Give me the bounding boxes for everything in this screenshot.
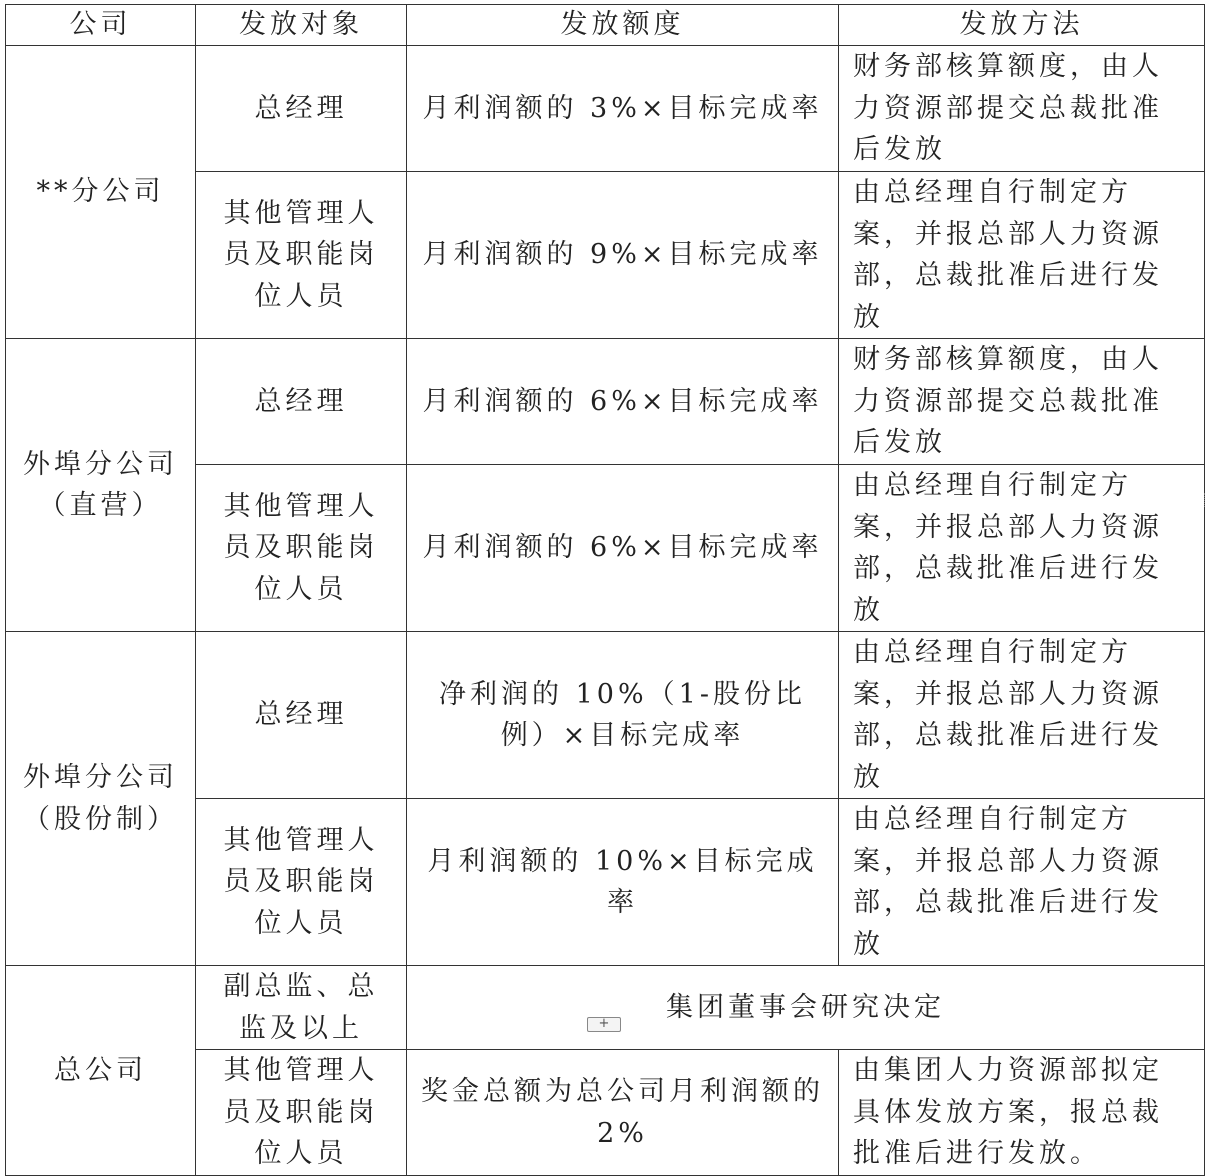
amount-cell: 月利润额的 3%×目标完成率 xyxy=(407,46,839,172)
method-cell: 由总经理自行制定方案，并报总部人力资源部，总裁批准后进行发放 xyxy=(839,632,1205,799)
company-cell: 总公司 xyxy=(6,966,196,1176)
method-cell: 财务部核算额度，由人力资源部提交总裁批准后发放 xyxy=(839,46,1205,172)
table-expand-button[interactable]: + xyxy=(587,1017,621,1032)
method-cell: 由总经理自行制定方案，并报总部人力资源部，总裁批准后进行发放 xyxy=(839,172,1205,339)
header-company: 公司 xyxy=(6,5,196,46)
table-row xyxy=(6,46,1205,172)
target-cell: 总经理 xyxy=(196,339,407,465)
header-method: 发放方法 xyxy=(839,5,1205,46)
merged-decision-cell: 集团董事会研究决定 xyxy=(407,966,1205,1050)
method-cell: 由总经理自行制定方案，并报总部人力资源部，总裁批准后进行发放 xyxy=(839,465,1205,632)
amount-cell: 月利润额的 9%×目标完成率 xyxy=(407,172,839,339)
target-cell: 总经理 xyxy=(196,632,407,799)
target-cell: 副总监、总监及以上 xyxy=(196,966,407,1050)
amount-cell: 月利润额的 6%×目标完成率 xyxy=(407,339,839,465)
amount-cell: 奖金总额为总公司月利润额的 2% xyxy=(407,1050,839,1176)
header-amount: 发放额度 xyxy=(407,5,839,46)
target-cell: 总经理 xyxy=(196,46,407,172)
amount-cell: 月利润额的 6%×目标完成率 xyxy=(407,465,839,632)
header-row xyxy=(6,5,1205,46)
table-row xyxy=(6,632,1205,799)
header-target: 发放对象 xyxy=(196,5,407,46)
amount-cell: 净利润的 10%（1-股份比例）×目标完成率 xyxy=(407,632,839,799)
company-cell: 外埠分公司（直营） xyxy=(6,339,196,632)
target-cell: 其他管理人员及职能岗位人员 xyxy=(196,1050,407,1176)
target-cell: 其他管理人员及职能岗位人员 xyxy=(196,172,407,339)
table-row xyxy=(6,966,1205,1050)
target-cell: 其他管理人员及职能岗位人员 xyxy=(196,465,407,632)
column-resize-handle[interactable] xyxy=(1204,493,1211,507)
method-cell: 财务部核算额度，由人力资源部提交总裁批准后发放 xyxy=(839,339,1205,465)
company-cell: **分公司 xyxy=(6,46,196,339)
table-row xyxy=(6,339,1205,465)
amount-cell: 月利润额的 10%×目标完成率 xyxy=(407,799,839,966)
bonus-table xyxy=(5,4,1205,1176)
method-cell: 由集团人力资源部拟定具体发放方案，报总裁批准后进行发放。 xyxy=(839,1050,1205,1176)
target-cell: 其他管理人员及职能岗位人员 xyxy=(196,799,407,966)
method-cell: 由总经理自行制定方案，并报总部人力资源部，总裁批准后进行发放 xyxy=(839,799,1205,966)
company-cell: 外埠分公司（股份制） xyxy=(6,632,196,966)
